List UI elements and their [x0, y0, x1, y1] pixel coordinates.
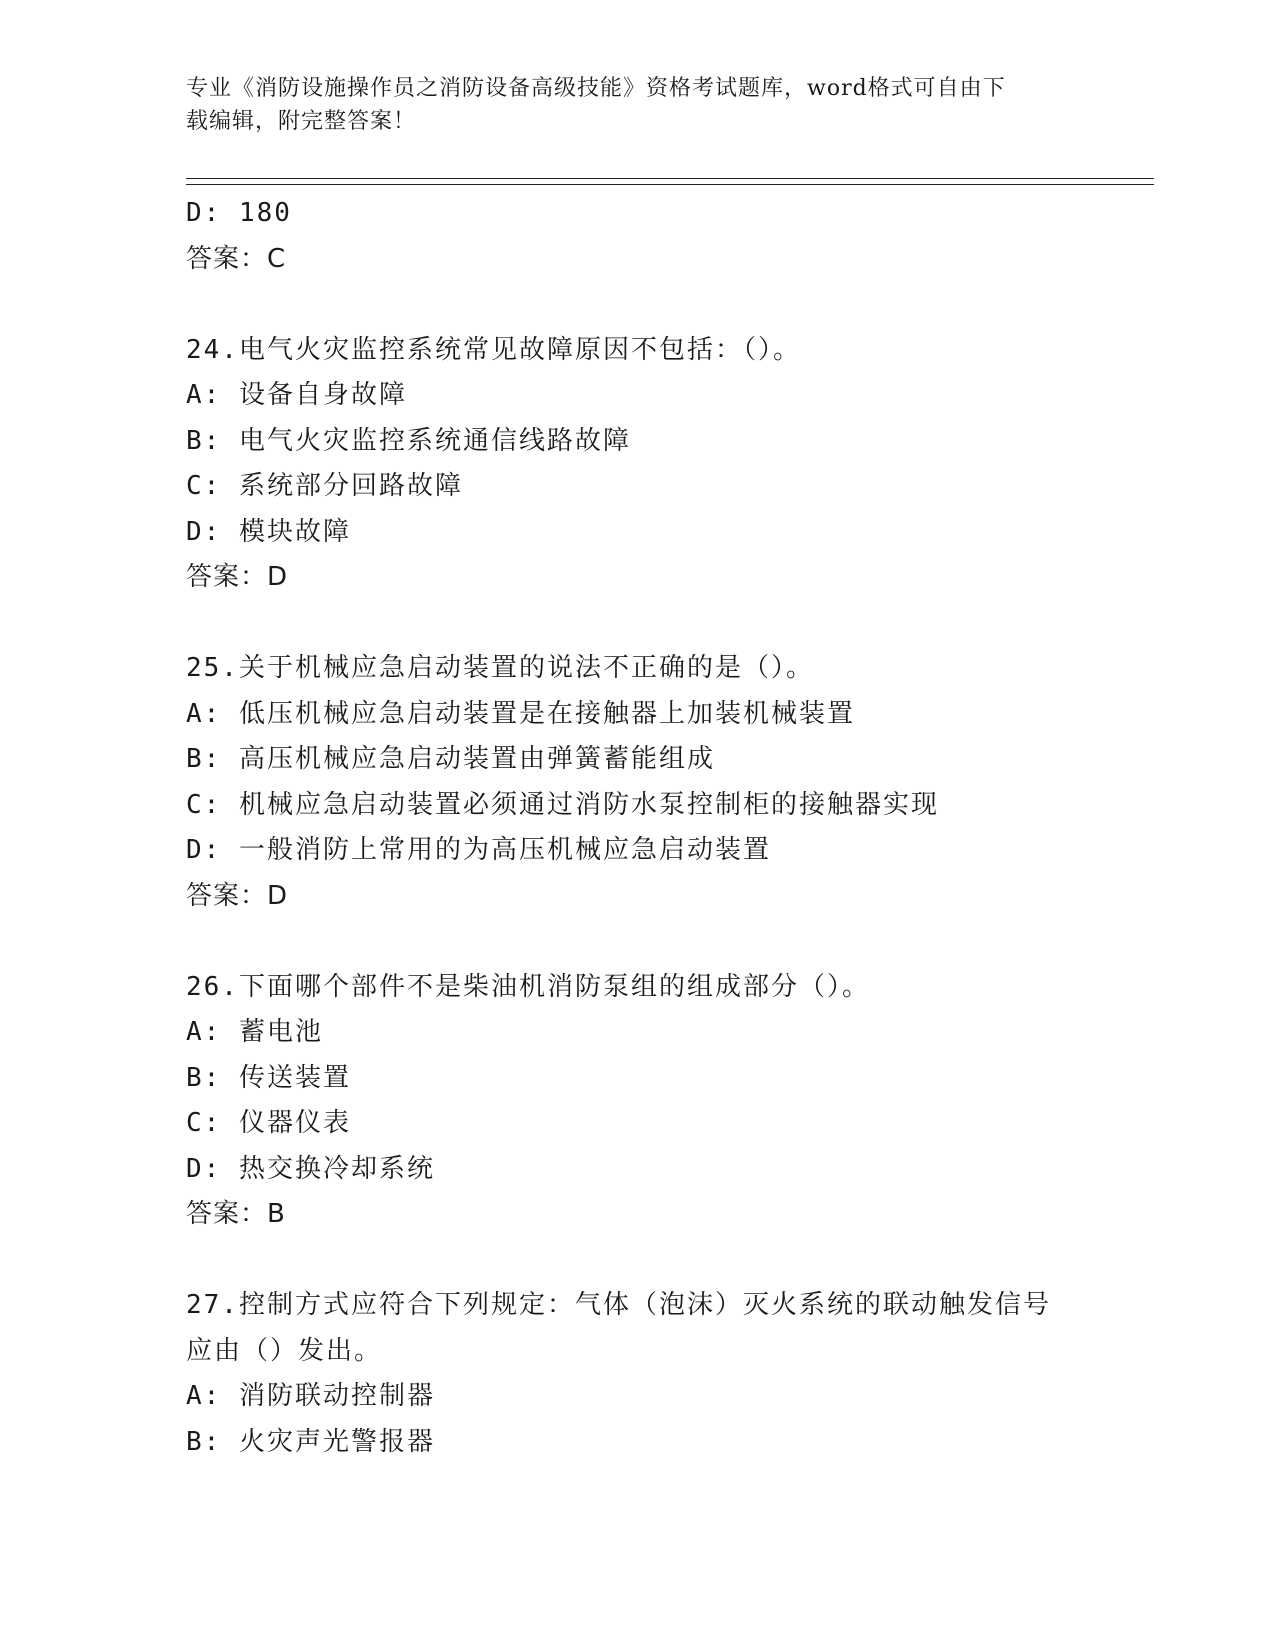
question-stem-line-1: 27.控制方式应符合下列规定：气体（泡沫）灭火系统的联动触发信号 [186, 1290, 1051, 1320]
option-a: A: 设备自身故障 [186, 380, 407, 410]
option-d: D: 180 [186, 198, 292, 228]
spacer [186, 282, 1086, 328]
answer-text: 答案：C [186, 243, 287, 274]
option-c: C: 仪器仪表 [186, 1108, 351, 1138]
question-stem: 26.下面哪个部件不是柴油机消防泵组的组成部分（）。 [186, 971, 870, 1002]
header-divider-bottom [186, 184, 1154, 185]
option-d: D: 模块故障 [186, 516, 351, 547]
question-25 [186, 646, 1086, 919]
option-d: D: 热交换冷却系统 [186, 1153, 435, 1184]
option-c: C: 系统部分回路故障 [186, 471, 463, 501]
option-b: B: 火灾声光警报器 [186, 1426, 435, 1457]
option-a: A: 消防联动控制器 [186, 1381, 435, 1411]
question-stem-line-2: 应由（）发出。 [186, 1335, 383, 1366]
header-divider-top [186, 178, 1154, 179]
spacer [186, 919, 1086, 965]
question-24 [186, 328, 1086, 601]
document-header [186, 72, 1066, 138]
answer-text: 答案：D [186, 562, 289, 592]
option-d: D: 一般消防上常用的为高压机械应急启动装置 [186, 835, 771, 865]
option-b: B: 电气火灾监控系统通信线路故障 [186, 425, 631, 456]
answer-text: 答案：D [186, 880, 289, 911]
option-b: B: 高压机械应急启动装置由弹簧蓄能组成 [186, 744, 715, 774]
option-a: A: 低压机械应急启动装置是在接触器上加装机械装置 [186, 698, 855, 729]
header-line-2: 载编辑，附完整答案！ [186, 109, 417, 134]
option-b: B: 传送装置 [186, 1062, 351, 1093]
question-stem: 24.电气火灾监控系统常见故障原因不包括：（）。 [186, 334, 801, 365]
header-line-1: 专业《消防设施操作员之消防设备高级技能》资格考试题库，word格式可自由下 [186, 76, 1006, 101]
question-stem: 25.关于机械应急启动装置的说法不正确的是（）。 [186, 653, 814, 683]
option-c: C: 机械应急启动装置必须通过消防水泵控制柜的接触器实现 [186, 789, 939, 820]
spacer [186, 1238, 1086, 1284]
question-26 [186, 965, 1086, 1238]
question-27 [186, 1283, 1086, 1465]
question-list [186, 191, 1086, 1465]
answer-text: 答案：B [186, 1199, 286, 1229]
option-a: A: 蓄电池 [186, 1017, 323, 1047]
spacer [186, 601, 1086, 647]
